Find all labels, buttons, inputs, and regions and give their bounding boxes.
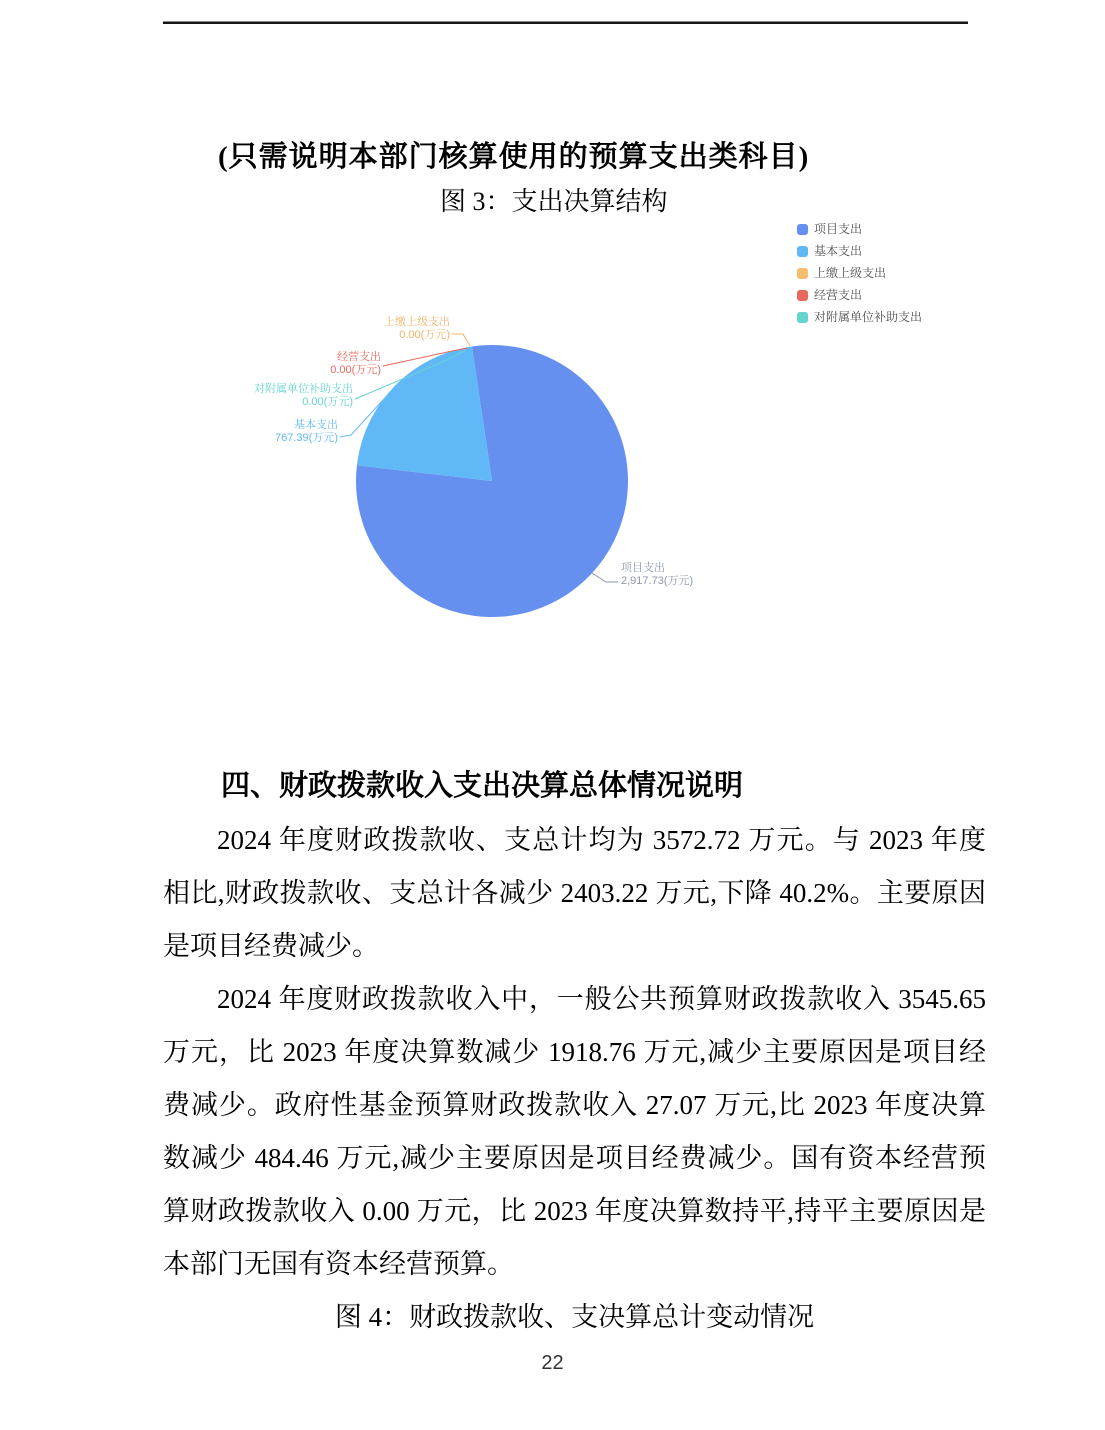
leader-line-project-expenditure [592,573,618,582]
pie-label-name: 项目支出 [621,562,665,574]
pie-label-value: 0.00(万元) [302,395,353,408]
pie-label-upturned-expenditure [384,316,450,341]
section-heading: 四、财政拨款收入支出决算总体情况说明 [221,770,744,802]
legend-swatch-icon [797,224,808,235]
chart-legend [797,222,922,332]
figure4-caption: 图 4：财政拨款收、支决算总计变动情况 [334,1302,815,1332]
legend-swatch-icon [797,268,808,279]
pie-label-project-expenditure [621,562,693,587]
legend-label: 项目支出 [814,222,863,236]
pie-chart-graphics [0,0,1105,700]
paragraph-income-detail: 2024 年度财政拨款收入中，一般公共预算财政拨款收入 3545.65 万元，比 2023 年度决算数减少 1918.76 万元,减少主要原因是项目经费减少。政府性基金预算财政拨款收入 27.07 万元,比 2023 年度决算数减少 484.46 万元,减少主要原因是项目经费减少。国有资本经营预算财政拨款收入 0.00 万元，比 2023 年度决算数持平,持平主要原因是本部门无国有资本经营预算。 [163,984,986,1279]
page-number: 22 [541,1352,564,1374]
note-heading: (只需说明本部门核算使用的预算支出类科目) [218,141,810,173]
legend-label: 基本支出 [814,244,863,258]
legend-item-operating-expenditure [797,288,922,302]
legend-label: 对附属单位补助支出 [814,310,923,324]
legend-item-upturned-expenditure [797,266,922,280]
pie-label-value: 0.00(万元) [399,328,450,341]
pie-label-operating-expenditure [330,351,381,376]
legend-label: 上缴上级支出 [814,266,887,280]
legend-label: 经营支出 [814,288,863,302]
pie-label-value: 767.39(万元) [275,431,338,444]
pie-label-name: 基本支出 [294,419,338,431]
pie-label-value: 0.00(万元) [330,363,381,376]
legend-item-basic-expenditure [797,244,922,258]
pie-label-value: 2,917.73(万元) [621,574,694,587]
pie-label-basic-expenditure [275,419,338,444]
legend-item-subsidy-expenditure [797,310,922,324]
leader-line-upturned-expenditure [452,334,470,346]
legend-item-project-expenditure [797,222,922,236]
pie-label-subsidy-expenditure [254,383,353,408]
pie-label-name: 对附属单位补助支出 [254,383,353,395]
pie-label-name: 经营支出 [337,351,381,363]
legend-swatch-icon [797,290,808,301]
body-text [163,814,986,1291]
paragraph-total-overview: 2024 年度财政拨款收、支总计均为 3572.72 万元。与 2023 年度相比,财政拨款收、支总计各减少 2403.22 万元,下降 40.2%。主要原因是项目经费减少。 [163,825,986,961]
pie-label-name: 上缴上级支出 [384,316,450,328]
figure3-title: 图 3：支出决算结构 [440,187,668,216]
expenditure-pie-chart [0,0,1105,700]
legend-swatch-icon [797,246,808,257]
legend-swatch-icon [797,312,808,323]
